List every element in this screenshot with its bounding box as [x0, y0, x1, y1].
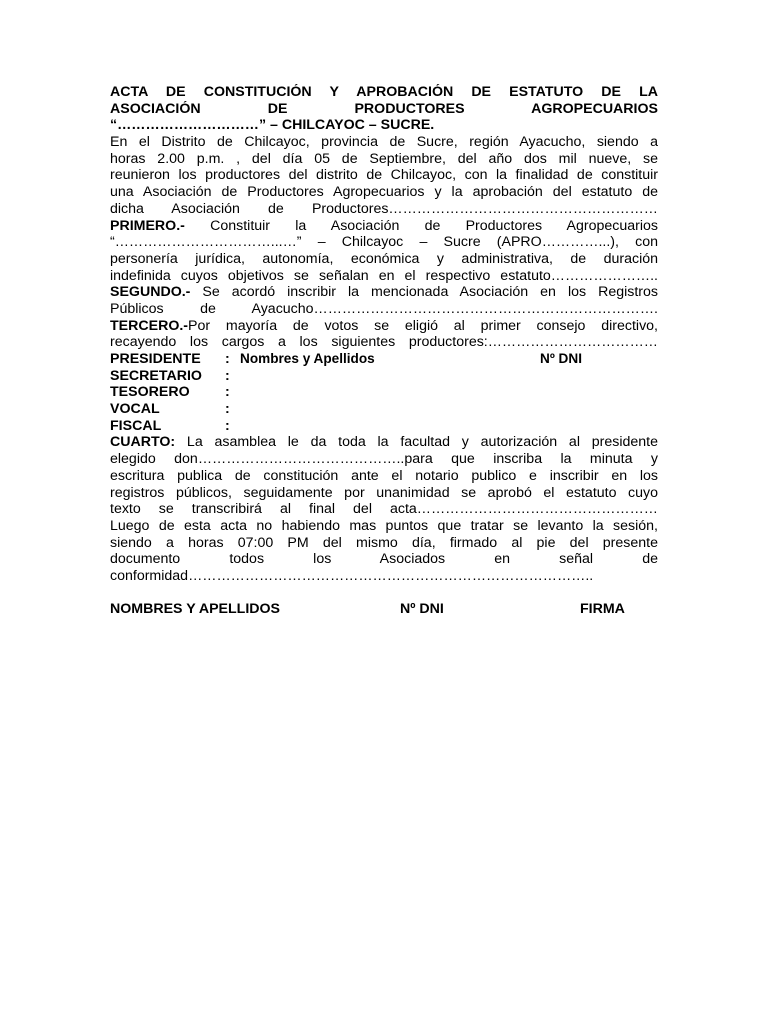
paragraph-line: registros públicos, seguidamente por unanimidad se aprobó el estatuto cuyo	[110, 484, 658, 501]
officer-role: TESORERO	[110, 384, 190, 401]
officer-row-presidente	[110, 351, 658, 368]
officer-role: PRESIDENTE	[110, 351, 201, 367]
officer-role: FISCAL	[110, 417, 162, 434]
title-line: ASOCIACIÓN DE PRODUCTORES AGROPECUARIOS	[110, 100, 658, 117]
paragraph-line: En el Distrito de Chilcayoc, provincia de Sucre, región Ayacucho, siendo a	[110, 134, 658, 151]
closing-paragraph	[110, 518, 658, 585]
officer-row-secretario	[110, 368, 658, 385]
paragraph-line: reunieron los productores del distrito de Chilcayoc, con la finalidad de constituir	[110, 167, 658, 184]
title-line: ACTA DE CONSTITUCIÓN Y APROBACIÓN DE ESTATUTO DE LA	[110, 84, 658, 100]
paragraph-line: “……………………………...…” – Chilcayoc – Sucre (APRO…………...), con	[110, 234, 658, 251]
paragraph-line	[110, 434, 658, 451]
intro-paragraph	[110, 134, 658, 217]
signature-table-header	[110, 601, 658, 618]
clause-text: Por mayoría de votos se eligió al primer consejo directivo,	[188, 317, 658, 334]
tercero-clause	[110, 318, 658, 351]
paragraph-line: escritura publica de constitución ante el notario publico e inscribir en los	[110, 467, 658, 484]
officer-colon: :	[225, 384, 230, 401]
paragraph-line: dicha Asociación de Productores…………………………………………………	[110, 200, 658, 217]
officer-role: VOCAL	[110, 401, 160, 418]
document-page	[110, 84, 658, 618]
names-header: NOMBRES Y APELLIDOS	[110, 601, 281, 618]
paragraph-line: Públicos de Ayacucho……………………………………………………………….	[110, 300, 658, 317]
clause-text: Se acordó inscribir la mencionada Asociación en los Registros	[190, 284, 658, 301]
officers-list	[110, 351, 658, 434]
document-title	[110, 84, 658, 134]
clause-label: PRIMERO.-	[110, 217, 185, 234]
dni-column-header: Nº DNI	[540, 351, 582, 366]
dni-header: Nº DNI	[400, 601, 444, 618]
paragraph-line: indefinida cuyos objetivos se señalan en el respectivo estatuto…………………..	[110, 267, 658, 284]
officer-colon: :	[225, 417, 230, 434]
primero-clause	[110, 218, 658, 285]
paragraph-line: personería jurídica, autonomía, económica y administrativa, de duración	[110, 250, 658, 267]
clause-text: Constituir la Asociación de Productores Agropecuarios	[184, 217, 658, 234]
cuarto-clause	[110, 434, 658, 517]
clause-label: CUARTO:	[110, 434, 176, 451]
paragraph-line: horas 2.00 p.m. , del día 05 de Septiembre, del año dos mil nueve, se	[110, 150, 658, 167]
paragraph-line	[110, 318, 658, 335]
paragraph-line: conformidad…………………………………………………………………………..	[110, 567, 594, 584]
officer-colon: :	[225, 351, 230, 367]
firma-header: FIRMA	[580, 601, 625, 618]
officer-row-tesorero	[110, 384, 658, 401]
paragraph-line: elegido don……………………………………..para que inscriba la minuta y	[110, 451, 658, 468]
paragraph-line: una Asociación de Productores Agropecuarios y la aprobación del estatuto de	[110, 184, 658, 201]
clause-label: TERCERO.-	[110, 317, 189, 334]
names-column-header: Nombres y Apellidos	[240, 351, 375, 366]
paragraph-line: siendo a horas 07:00 PM del mismo día, firmado al pie del presente	[110, 534, 658, 551]
officer-row-fiscal	[110, 418, 658, 435]
officer-colon: :	[225, 401, 230, 418]
officer-role: SECRETARIO	[110, 367, 202, 384]
clause-label: SEGUNDO.-	[110, 284, 191, 301]
segundo-clause	[110, 284, 658, 317]
paragraph-line: recayendo los cargos a los siguientes productores:………………………………	[110, 334, 658, 351]
paragraph-line	[110, 218, 658, 235]
title-line: “…………………………” – CHILCAYOC – SUCRE.	[110, 117, 435, 134]
paragraph-line: documento todos los Asociados en señal de	[110, 551, 658, 568]
officer-colon: :	[225, 367, 230, 384]
officer-row-vocal	[110, 401, 658, 418]
clause-text: La asamblea le da toda la facultad y autorización al presidente	[175, 434, 658, 451]
paragraph-line: Luego de esta acta no habiendo mas puntos que tratar se levanto la sesión,	[110, 517, 658, 534]
paragraph-line: texto se transcribirá al final del acta……………………………………………	[110, 501, 658, 518]
paragraph-line	[110, 284, 658, 301]
